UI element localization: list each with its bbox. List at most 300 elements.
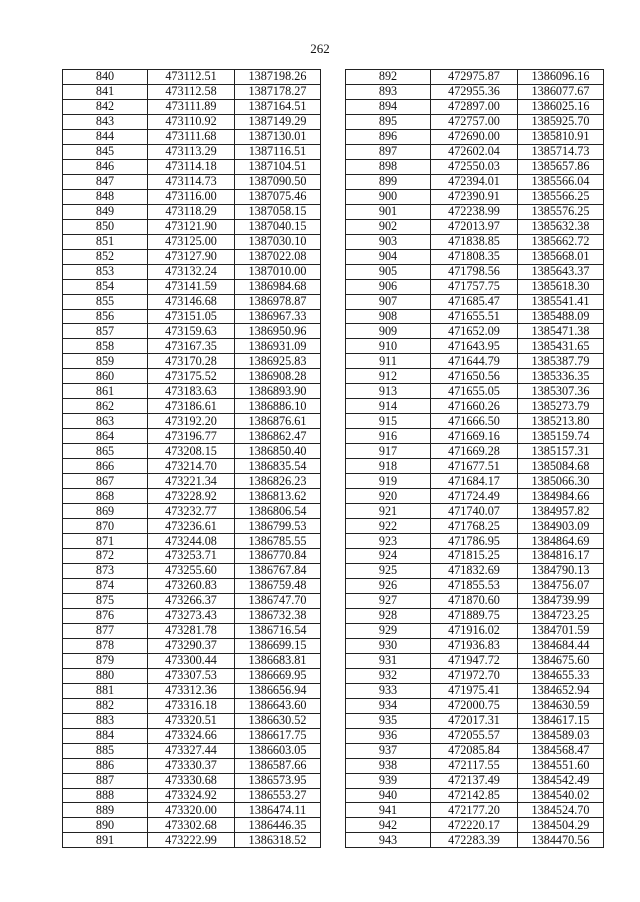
y-coordinate-cell: 1386077.67 [518, 84, 604, 99]
x-coordinate-cell: 473111.68 [148, 129, 235, 144]
x-coordinate-cell: 473175.52 [148, 369, 235, 384]
table-row [346, 399, 604, 414]
point-id-cell: 854 [63, 279, 148, 294]
table-row [346, 264, 604, 279]
table-row [346, 84, 604, 99]
point-id-cell: 892 [346, 70, 431, 85]
y-coordinate-cell: 1385159.74 [518, 429, 604, 444]
y-coordinate-cell: 1384684.44 [518, 638, 604, 653]
table-row [63, 414, 321, 429]
table-row [346, 593, 604, 608]
table-row [346, 578, 604, 593]
table-row [63, 698, 321, 713]
point-id-cell: 850 [63, 219, 148, 234]
y-coordinate-cell: 1386025.16 [518, 99, 604, 114]
x-coordinate-cell: 473113.29 [148, 144, 235, 159]
y-coordinate-cell: 1385157.31 [518, 444, 604, 459]
y-coordinate-cell: 1385618.30 [518, 279, 604, 294]
table-row [346, 294, 604, 309]
y-coordinate-cell: 1384756.07 [518, 578, 604, 593]
x-coordinate-cell: 473127.90 [148, 249, 235, 264]
x-coordinate-cell: 473151.05 [148, 309, 235, 324]
table-row [346, 728, 604, 743]
point-id-cell: 847 [63, 174, 148, 189]
y-coordinate-cell: 1386747.70 [235, 593, 321, 608]
y-coordinate-cell: 1386767.84 [235, 563, 321, 578]
x-coordinate-cell: 473330.37 [148, 758, 235, 773]
point-id-cell: 857 [63, 324, 148, 339]
y-coordinate-cell: 1385307.36 [518, 384, 604, 399]
table-row [63, 608, 321, 623]
point-id-cell: 879 [63, 653, 148, 668]
y-coordinate-cell: 1386893.90 [235, 384, 321, 399]
point-id-cell: 877 [63, 623, 148, 638]
y-coordinate-cell: 1387022.08 [235, 249, 321, 264]
point-id-cell: 900 [346, 189, 431, 204]
y-coordinate-cell: 1385488.09 [518, 309, 604, 324]
x-coordinate-cell: 473266.37 [148, 593, 235, 608]
y-coordinate-cell: 1386732.38 [235, 608, 321, 623]
table-row [346, 713, 604, 728]
y-coordinate-cell: 1384617.15 [518, 713, 604, 728]
point-id-cell: 942 [346, 818, 431, 833]
y-coordinate-cell: 1386096.16 [518, 70, 604, 85]
x-coordinate-cell: 471685.47 [431, 294, 518, 309]
table-row [63, 204, 321, 219]
table-row [63, 309, 321, 324]
y-coordinate-cell: 1386886.10 [235, 399, 321, 414]
point-id-cell: 922 [346, 519, 431, 534]
x-coordinate-cell: 472283.39 [431, 833, 518, 848]
table-row [346, 204, 604, 219]
x-coordinate-cell: 473222.99 [148, 833, 235, 848]
point-id-cell: 882 [63, 698, 148, 713]
point-id-cell: 927 [346, 593, 431, 608]
table-row [63, 129, 321, 144]
table-row [346, 144, 604, 159]
y-coordinate-cell: 1384957.82 [518, 504, 604, 519]
point-id-cell: 878 [63, 638, 148, 653]
x-coordinate-cell: 473302.68 [148, 818, 235, 833]
table-row [63, 638, 321, 653]
x-coordinate-cell: 471832.69 [431, 563, 518, 578]
y-coordinate-cell: 1386630.52 [235, 713, 321, 728]
table-row [346, 249, 604, 264]
x-coordinate-cell: 473146.68 [148, 294, 235, 309]
y-coordinate-cell: 1387040.15 [235, 219, 321, 234]
y-coordinate-cell: 1387164.51 [235, 99, 321, 114]
point-id-cell: 890 [63, 818, 148, 833]
x-coordinate-cell: 472690.00 [431, 129, 518, 144]
table-row [63, 114, 321, 129]
point-id-cell: 887 [63, 773, 148, 788]
point-id-cell: 875 [63, 593, 148, 608]
x-coordinate-cell: 473183.63 [148, 384, 235, 399]
x-coordinate-cell: 473112.58 [148, 84, 235, 99]
point-id-cell: 871 [63, 534, 148, 549]
x-coordinate-cell: 471652.09 [431, 324, 518, 339]
x-coordinate-cell: 471757.75 [431, 279, 518, 294]
point-id-cell: 861 [63, 384, 148, 399]
y-coordinate-cell: 1384790.13 [518, 563, 604, 578]
x-coordinate-cell: 471724.49 [431, 489, 518, 504]
point-id-cell: 885 [63, 743, 148, 758]
table-row [346, 279, 604, 294]
table-body [346, 70, 604, 848]
y-coordinate-cell: 1384504.29 [518, 818, 604, 833]
point-id-cell: 906 [346, 279, 431, 294]
x-coordinate-cell: 471740.07 [431, 504, 518, 519]
table-row [346, 174, 604, 189]
table-row [346, 668, 604, 683]
y-coordinate-cell: 1385273.79 [518, 399, 604, 414]
point-id-cell: 931 [346, 653, 431, 668]
y-coordinate-cell: 1384723.25 [518, 608, 604, 623]
y-coordinate-cell: 1386669.95 [235, 668, 321, 683]
point-id-cell: 908 [346, 309, 431, 324]
table-row [346, 219, 604, 234]
table-row [63, 758, 321, 773]
point-id-cell: 856 [63, 309, 148, 324]
table-row [63, 563, 321, 578]
table-row [346, 519, 604, 534]
point-id-cell: 864 [63, 429, 148, 444]
x-coordinate-cell: 472000.75 [431, 698, 518, 713]
y-coordinate-cell: 1386474.11 [235, 803, 321, 818]
point-id-cell: 911 [346, 354, 431, 369]
y-coordinate-cell: 1387030.10 [235, 234, 321, 249]
x-coordinate-cell: 472955.36 [431, 84, 518, 99]
x-coordinate-cell: 473114.73 [148, 174, 235, 189]
y-coordinate-cell: 1386984.68 [235, 279, 321, 294]
table-row [346, 608, 604, 623]
y-coordinate-cell: 1384739.99 [518, 593, 604, 608]
x-coordinate-cell: 473186.61 [148, 399, 235, 414]
x-coordinate-cell: 473244.08 [148, 534, 235, 549]
point-id-cell: 921 [346, 504, 431, 519]
x-coordinate-cell: 473110.92 [148, 114, 235, 129]
table-row [63, 743, 321, 758]
point-id-cell: 884 [63, 728, 148, 743]
point-id-cell: 889 [63, 803, 148, 818]
point-id-cell: 934 [346, 698, 431, 713]
point-id-cell: 940 [346, 788, 431, 803]
x-coordinate-cell: 471655.51 [431, 309, 518, 324]
table-row [63, 803, 321, 818]
table-row [346, 369, 604, 384]
x-coordinate-cell: 471975.41 [431, 683, 518, 698]
x-coordinate-cell: 473330.68 [148, 773, 235, 788]
table-row [346, 159, 604, 174]
x-coordinate-cell: 473312.36 [148, 683, 235, 698]
point-id-cell: 852 [63, 249, 148, 264]
x-coordinate-cell: 472757.00 [431, 114, 518, 129]
point-id-cell: 939 [346, 773, 431, 788]
x-coordinate-cell: 473214.70 [148, 459, 235, 474]
y-coordinate-cell: 1384655.33 [518, 668, 604, 683]
point-id-cell: 930 [346, 638, 431, 653]
table-row [63, 489, 321, 504]
x-coordinate-cell: 471669.28 [431, 444, 518, 459]
x-coordinate-cell: 471972.70 [431, 668, 518, 683]
x-coordinate-cell: 473273.43 [148, 608, 235, 623]
x-coordinate-cell: 471916.02 [431, 623, 518, 638]
table-row [346, 309, 604, 324]
point-id-cell: 935 [346, 713, 431, 728]
x-coordinate-cell: 473221.34 [148, 474, 235, 489]
y-coordinate-cell: 1386699.15 [235, 638, 321, 653]
y-coordinate-cell: 1385566.25 [518, 189, 604, 204]
point-id-cell: 917 [346, 444, 431, 459]
table-row [63, 504, 321, 519]
x-coordinate-cell: 473324.92 [148, 788, 235, 803]
y-coordinate-cell: 1386759.48 [235, 578, 321, 593]
x-coordinate-cell: 473125.00 [148, 234, 235, 249]
y-coordinate-cell: 1387149.29 [235, 114, 321, 129]
x-coordinate-cell: 473167.35 [148, 339, 235, 354]
x-coordinate-cell: 471643.95 [431, 339, 518, 354]
table-row [346, 384, 604, 399]
point-id-cell: 841 [63, 84, 148, 99]
point-id-cell: 905 [346, 264, 431, 279]
x-coordinate-cell: 473116.00 [148, 189, 235, 204]
x-coordinate-cell: 471870.60 [431, 593, 518, 608]
table-row [346, 189, 604, 204]
point-id-cell: 888 [63, 788, 148, 803]
y-coordinate-cell: 1387010.00 [235, 264, 321, 279]
x-coordinate-cell: 473327.44 [148, 743, 235, 758]
y-coordinate-cell: 1387090.50 [235, 174, 321, 189]
point-id-cell: 916 [346, 429, 431, 444]
point-id-cell: 928 [346, 608, 431, 623]
table-row [346, 129, 604, 144]
x-coordinate-cell: 471786.95 [431, 534, 518, 549]
y-coordinate-cell: 1386587.66 [235, 758, 321, 773]
point-id-cell: 876 [63, 608, 148, 623]
table-row [346, 414, 604, 429]
y-coordinate-cell: 1385662.72 [518, 234, 604, 249]
y-coordinate-cell: 1386553.27 [235, 788, 321, 803]
x-coordinate-cell: 472055.57 [431, 728, 518, 743]
x-coordinate-cell: 471669.16 [431, 429, 518, 444]
y-coordinate-cell: 1386643.60 [235, 698, 321, 713]
point-id-cell: 845 [63, 144, 148, 159]
y-coordinate-cell: 1385643.37 [518, 264, 604, 279]
y-coordinate-cell: 1384542.49 [518, 773, 604, 788]
point-id-cell: 866 [63, 459, 148, 474]
y-coordinate-cell: 1386876.61 [235, 414, 321, 429]
point-id-cell: 938 [346, 758, 431, 773]
table-row [63, 99, 321, 114]
x-coordinate-cell: 471815.25 [431, 549, 518, 564]
y-coordinate-cell: 1386318.52 [235, 833, 321, 848]
x-coordinate-cell: 473196.77 [148, 429, 235, 444]
table-row [63, 773, 321, 788]
table-row [346, 429, 604, 444]
table-row [63, 623, 321, 638]
point-id-cell: 848 [63, 189, 148, 204]
table-row [346, 504, 604, 519]
x-coordinate-cell: 473260.83 [148, 578, 235, 593]
point-id-cell: 872 [63, 549, 148, 564]
table-row [63, 279, 321, 294]
point-id-cell: 859 [63, 354, 148, 369]
table-row [63, 369, 321, 384]
table-row [63, 174, 321, 189]
y-coordinate-cell: 1386617.75 [235, 728, 321, 743]
x-coordinate-cell: 471650.56 [431, 369, 518, 384]
y-coordinate-cell: 1386799.53 [235, 519, 321, 534]
table-row [346, 833, 604, 848]
table-row [63, 384, 321, 399]
point-id-cell: 903 [346, 234, 431, 249]
point-id-cell: 895 [346, 114, 431, 129]
y-coordinate-cell: 1385632.38 [518, 219, 604, 234]
y-coordinate-cell: 1384675.60 [518, 653, 604, 668]
x-coordinate-cell: 473320.00 [148, 803, 235, 818]
point-id-cell: 901 [346, 204, 431, 219]
table-row [346, 354, 604, 369]
x-coordinate-cell: 471684.17 [431, 474, 518, 489]
y-coordinate-cell: 1387130.01 [235, 129, 321, 144]
table-row [346, 803, 604, 818]
y-coordinate-cell: 1385541.41 [518, 294, 604, 309]
y-coordinate-cell: 1385925.70 [518, 114, 604, 129]
x-coordinate-cell: 473290.37 [148, 638, 235, 653]
y-coordinate-cell: 1385471.38 [518, 324, 604, 339]
x-coordinate-cell: 473114.18 [148, 159, 235, 174]
x-coordinate-cell: 472013.97 [431, 219, 518, 234]
x-coordinate-cell: 471838.85 [431, 234, 518, 249]
y-coordinate-cell: 1384630.59 [518, 698, 604, 713]
x-coordinate-cell: 473281.78 [148, 623, 235, 638]
x-coordinate-cell: 473208.15 [148, 444, 235, 459]
x-coordinate-cell: 473324.66 [148, 728, 235, 743]
x-coordinate-cell: 473316.18 [148, 698, 235, 713]
x-coordinate-cell: 473132.24 [148, 264, 235, 279]
table-row [63, 459, 321, 474]
table-row [346, 623, 604, 638]
x-coordinate-cell: 473232.77 [148, 504, 235, 519]
y-coordinate-cell: 1386835.54 [235, 459, 321, 474]
y-coordinate-cell: 1384568.47 [518, 743, 604, 758]
x-coordinate-cell: 473111.89 [148, 99, 235, 114]
table-row [346, 339, 604, 354]
y-coordinate-cell: 1384470.56 [518, 833, 604, 848]
point-id-cell: 844 [63, 129, 148, 144]
x-coordinate-cell: 471855.53 [431, 578, 518, 593]
table-row [63, 519, 321, 534]
point-id-cell: 904 [346, 249, 431, 264]
table-row [63, 818, 321, 833]
point-id-cell: 880 [63, 668, 148, 683]
x-coordinate-cell: 472017.31 [431, 713, 518, 728]
x-coordinate-cell: 472117.55 [431, 758, 518, 773]
point-id-cell: 907 [346, 294, 431, 309]
point-id-cell: 933 [346, 683, 431, 698]
table-row [346, 444, 604, 459]
y-coordinate-cell: 1386850.40 [235, 444, 321, 459]
table-row [346, 70, 604, 85]
x-coordinate-cell: 472220.17 [431, 818, 518, 833]
table-row [346, 114, 604, 129]
x-coordinate-cell: 472085.84 [431, 743, 518, 758]
point-id-cell: 870 [63, 519, 148, 534]
table-row [346, 549, 604, 564]
point-id-cell: 860 [63, 369, 148, 384]
table-row [346, 638, 604, 653]
x-coordinate-cell: 472238.99 [431, 204, 518, 219]
table-row [346, 773, 604, 788]
y-coordinate-cell: 1386978.87 [235, 294, 321, 309]
x-coordinate-cell: 473300.44 [148, 653, 235, 668]
table-row [63, 234, 321, 249]
x-coordinate-cell: 471666.50 [431, 414, 518, 429]
y-coordinate-cell: 1384984.66 [518, 489, 604, 504]
table-row [63, 653, 321, 668]
point-id-cell: 923 [346, 534, 431, 549]
point-id-cell: 924 [346, 549, 431, 564]
x-coordinate-cell: 472897.00 [431, 99, 518, 114]
x-coordinate-cell: 472137.49 [431, 773, 518, 788]
x-coordinate-cell: 472550.03 [431, 159, 518, 174]
table-row [63, 264, 321, 279]
point-id-cell: 932 [346, 668, 431, 683]
y-coordinate-cell: 1384903.09 [518, 519, 604, 534]
point-id-cell: 849 [63, 204, 148, 219]
x-coordinate-cell: 473141.59 [148, 279, 235, 294]
point-id-cell: 886 [63, 758, 148, 773]
table-row [63, 189, 321, 204]
y-coordinate-cell: 1386603.05 [235, 743, 321, 758]
x-coordinate-cell: 473320.51 [148, 713, 235, 728]
x-coordinate-cell: 473255.60 [148, 563, 235, 578]
y-coordinate-cell: 1385657.86 [518, 159, 604, 174]
x-coordinate-cell: 472602.04 [431, 144, 518, 159]
table-row [346, 474, 604, 489]
point-id-cell: 937 [346, 743, 431, 758]
table-row [346, 743, 604, 758]
table-row [346, 459, 604, 474]
y-coordinate-cell: 1386931.09 [235, 339, 321, 354]
point-id-cell: 881 [63, 683, 148, 698]
point-id-cell: 899 [346, 174, 431, 189]
x-coordinate-cell: 473159.63 [148, 324, 235, 339]
point-id-cell: 913 [346, 384, 431, 399]
point-id-cell: 919 [346, 474, 431, 489]
y-coordinate-cell: 1386862.47 [235, 429, 321, 444]
table-row [346, 758, 604, 773]
y-coordinate-cell: 1384864.69 [518, 534, 604, 549]
x-coordinate-cell: 472142.85 [431, 788, 518, 803]
point-id-cell: 910 [346, 339, 431, 354]
table-row [63, 144, 321, 159]
point-id-cell: 896 [346, 129, 431, 144]
point-id-cell: 842 [63, 99, 148, 114]
x-coordinate-cell: 472390.91 [431, 189, 518, 204]
table-row [346, 489, 604, 504]
x-coordinate-cell: 473112.51 [148, 70, 235, 85]
x-coordinate-cell: 471655.05 [431, 384, 518, 399]
point-id-cell: 920 [346, 489, 431, 504]
y-coordinate-cell: 1384540.02 [518, 788, 604, 803]
x-coordinate-cell: 472975.87 [431, 70, 518, 85]
table-row [63, 833, 321, 848]
x-coordinate-cell: 473192.20 [148, 414, 235, 429]
y-coordinate-cell: 1384551.60 [518, 758, 604, 773]
table-row [63, 444, 321, 459]
table-row [63, 219, 321, 234]
